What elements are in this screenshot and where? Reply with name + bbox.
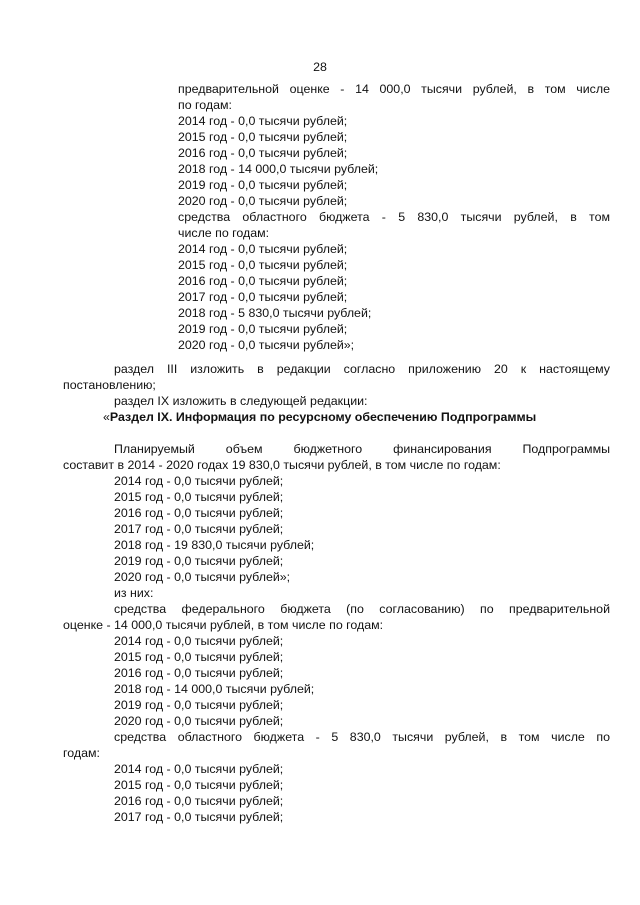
paragraph-line: раздел IX изложить в следующей редакции: [114, 394, 368, 408]
paragraph-line: оценке - 14 000,0 тысячи рублей, в том числе по годам: [63, 618, 384, 632]
year-line: 2018 год - 5 830,0 тысячи рублей; [178, 306, 372, 320]
paragraph-line: составит в 2014 - 2020 годах 19 830,0 тысячи рублей, в том числе по годам: [63, 458, 501, 472]
year-line: 2018 год - 14 000,0 тысячи рублей; [114, 682, 315, 696]
paragraph-line: раздел III изложить в редакции согласно приложению 20 к настоящему [114, 362, 610, 376]
year-line: 2015 год - 0,0 тысячи рублей; [178, 130, 348, 144]
paragraph-line: средства федерального бюджета (по согласованию) по предварительной [114, 602, 610, 616]
year-line: 2015 год - 0,0 тысячи рублей; [114, 490, 284, 504]
year-line: 2015 год - 0,0 тысячи рублей; [178, 258, 348, 272]
year-line: 2019 год - 0,0 тысячи рублей; [114, 554, 284, 568]
year-line: 2018 год - 14 000,0 тысячи рублей; [178, 162, 379, 176]
year-line: 2017 год - 0,0 тысячи рублей; [114, 810, 284, 824]
year-line: 2018 год - 19 830,0 тысячи рублей; [114, 538, 315, 552]
page-number: 28 [313, 60, 327, 74]
paragraph-line: годам: [63, 746, 100, 760]
year-line: 2014 год - 0,0 тысячи рублей; [114, 474, 284, 488]
year-line: 2016 год - 0,0 тысячи рублей; [114, 666, 284, 680]
paragraph-line: из них: [114, 586, 154, 600]
paragraph-line: средства областного бюджета - 5 830,0 тысячи рублей, в том числе по [114, 730, 610, 744]
year-line: 2016 год - 0,0 тысячи рублей; [114, 794, 284, 808]
year-line: 2020 год - 0,0 тысячи рублей»; [178, 338, 355, 352]
year-line: 2014 год - 0,0 тысячи рублей; [114, 762, 284, 776]
year-line: 2016 год - 0,0 тысячи рублей; [114, 506, 284, 520]
paragraph-line: числе по годам: [178, 226, 270, 240]
year-line: 2019 год - 0,0 тысячи рублей; [178, 322, 348, 336]
paragraph-line: постановлению; [63, 378, 156, 392]
year-line: 2014 год - 0,0 тысячи рублей; [178, 242, 348, 256]
year-line: 2019 год - 0,0 тысячи рублей; [178, 178, 348, 192]
section-heading [103, 409, 536, 425]
section-heading-text: Раздел IX. Информация по ресурсному обеспечению Подпрограммы [109, 410, 537, 424]
year-line: 2020 год - 0,0 тысячи рублей; [114, 714, 284, 728]
year-line: 2019 год - 0,0 тысячи рублей; [114, 698, 284, 712]
opening-quote: « [103, 410, 110, 424]
year-line: 2017 год - 0,0 тысячи рублей; [178, 290, 348, 304]
year-line: 2015 год - 0,0 тысячи рублей; [114, 650, 284, 664]
year-line: 2014 год - 0,0 тысячи рублей; [114, 634, 284, 648]
year-line: 2016 год - 0,0 тысячи рублей; [178, 146, 348, 160]
paragraph-line: по годам: [178, 98, 232, 112]
year-line: 2017 год - 0,0 тысячи рублей; [114, 522, 284, 536]
year-line: 2016 год - 0,0 тысячи рублей; [178, 274, 348, 288]
year-line: 2020 год - 0,0 тысячи рублей»; [114, 570, 291, 584]
year-line: 2020 год - 0,0 тысячи рублей; [178, 194, 348, 208]
year-line: 2014 год - 0,0 тысячи рублей; [178, 114, 348, 128]
year-line: 2015 год - 0,0 тысячи рублей; [114, 778, 284, 792]
paragraph-line: предварительной оценке - 14 000,0 тысячи рублей, в том числе [178, 82, 610, 96]
paragraph-line: средства областного бюджета - 5 830,0 тысячи рублей, в том [178, 210, 610, 224]
paragraph-line: Планируемый объем бюджетного финансирования Подпрограммы [114, 442, 610, 456]
